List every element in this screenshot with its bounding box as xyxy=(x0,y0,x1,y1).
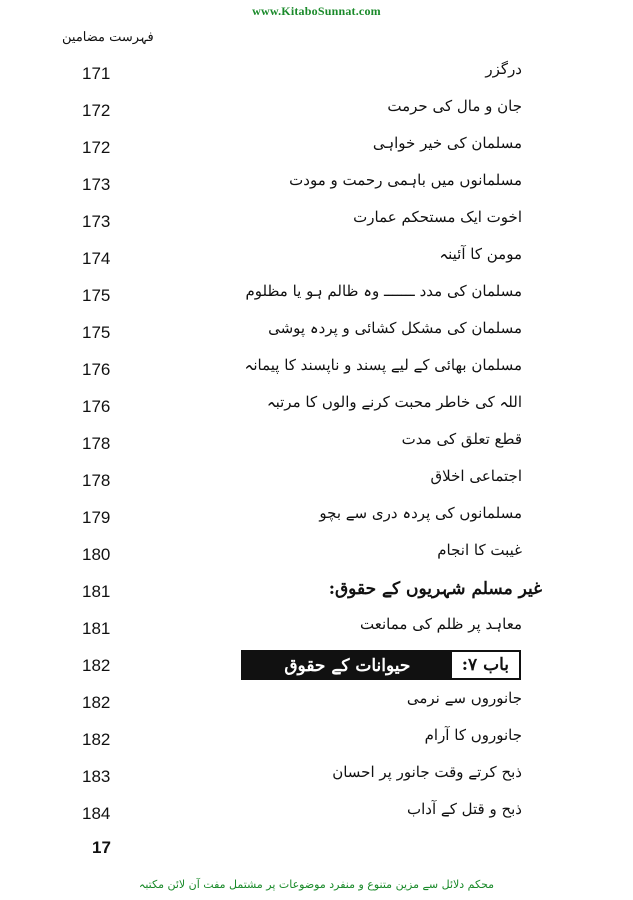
chapter-heading-row xyxy=(0,646,633,683)
toc-page-number: 172 xyxy=(82,101,111,120)
toc-page-number: 178 xyxy=(82,471,111,490)
toc-entry-title: مسلمان کی خیر خواہی xyxy=(372,134,522,152)
toc-entry xyxy=(0,720,633,757)
toc-entry-title: جان و مال کی حرمت xyxy=(387,97,522,115)
toc-page-number: 171 xyxy=(82,64,111,83)
toc-entry-title: مسلمانوں کی پردہ دری سے بچو xyxy=(319,504,522,522)
chapter-label: باب ۷: xyxy=(461,655,509,675)
toc-page-number: 176 xyxy=(82,360,111,379)
toc-page-number: 175 xyxy=(82,323,111,342)
toc-entry-title: اللہ کی خاطر محبت کرنے والوں کا مرتبہ xyxy=(266,393,522,411)
toc-entry xyxy=(0,498,633,535)
toc-entry-title: ذبح و قتل کے آداب xyxy=(407,800,522,818)
toc-entry xyxy=(0,202,633,239)
toc-entry xyxy=(0,757,633,794)
toc-entry-title: جانوروں کا آرام xyxy=(424,726,522,744)
toc-page-number: 173 xyxy=(82,212,111,231)
toc-entry-title: جانوروں سے نرمی xyxy=(406,689,522,707)
toc-list xyxy=(0,54,633,831)
toc-page-number: 182 xyxy=(82,656,111,675)
toc-page-number: 183 xyxy=(82,767,111,786)
toc-page-number: 179 xyxy=(82,508,111,527)
toc-entry-title: مسلمانوں میں باہمی رحمت و مودت xyxy=(289,171,522,189)
toc-entry-title: مسلمان کی مدد ـــــــ وہ ظالم ہو یا مظلوم xyxy=(245,282,522,300)
toc-section-heading xyxy=(0,572,633,609)
toc-entry-title: مسلمان بھائی کے لیے پسند و ناپسند کا پیمانہ xyxy=(244,356,522,374)
toc-entry xyxy=(0,794,633,831)
toc-entry-title: معاہد پر ظلم کی ممانعت xyxy=(360,615,522,633)
toc-entry-title: مومن کا آئینہ xyxy=(439,245,522,263)
toc-page-number: 178 xyxy=(82,434,111,453)
toc-entry xyxy=(0,461,633,498)
chapter-title: حیوانات کے حقوق xyxy=(243,652,452,678)
toc-page-number: 182 xyxy=(82,693,111,712)
toc-entry xyxy=(0,387,633,424)
toc-page-number: 180 xyxy=(82,545,111,564)
toc-entry xyxy=(0,239,633,276)
toc-entry xyxy=(0,683,633,720)
toc-page-number: 182 xyxy=(82,730,111,749)
toc-page-number: 172 xyxy=(82,138,111,157)
toc-entry-title: قطع تعلق کی مدت xyxy=(401,430,522,448)
toc-entry xyxy=(0,165,633,202)
toc-entry xyxy=(0,128,633,165)
toc-entry-title: اجتماعی اخلاق xyxy=(430,467,522,485)
toc-entry-title: درگزر xyxy=(485,60,522,78)
toc-entry xyxy=(0,54,633,91)
toc-entry xyxy=(0,609,633,646)
running-header: فہرست مضامین xyxy=(62,30,154,45)
toc-page-number: 173 xyxy=(82,175,111,194)
footer-tagline: محکم دلائل سے مزین متنوع و منفرد موضوعات پر مشتمل مفت آن لائن مکتبہ xyxy=(138,878,495,891)
chapter-heading-box xyxy=(241,650,521,680)
toc-entry xyxy=(0,424,633,461)
toc-page-number: 175 xyxy=(82,286,111,305)
toc-entry xyxy=(0,91,633,128)
toc-entry-title: ذبح کرتے وقت جانور پر احسان xyxy=(332,763,522,781)
toc-page-number: 184 xyxy=(82,804,111,823)
toc-entry xyxy=(0,535,633,572)
toc-page-number: 174 xyxy=(82,249,111,268)
toc-entry-title: غیر مسلم شہریوں کے حقوق: xyxy=(328,579,542,599)
page-number: 17 xyxy=(92,838,111,857)
toc-page-number: 181 xyxy=(82,619,111,638)
toc-entry-title: غیبت کا انجام xyxy=(437,541,522,559)
toc-entry xyxy=(0,350,633,387)
toc-entry-title: اخوت ایک مستحکم عمارت xyxy=(353,208,522,226)
toc-entry xyxy=(0,276,633,313)
toc-page-number: 181 xyxy=(82,582,111,601)
site-url[interactable]: www.KitaboSunnat.com xyxy=(252,4,381,18)
toc-entry xyxy=(0,313,633,350)
toc-entry-title: مسلمان کی مشکل کشائی و پردہ پوشی xyxy=(268,319,522,337)
toc-page-number: 176 xyxy=(82,397,111,416)
